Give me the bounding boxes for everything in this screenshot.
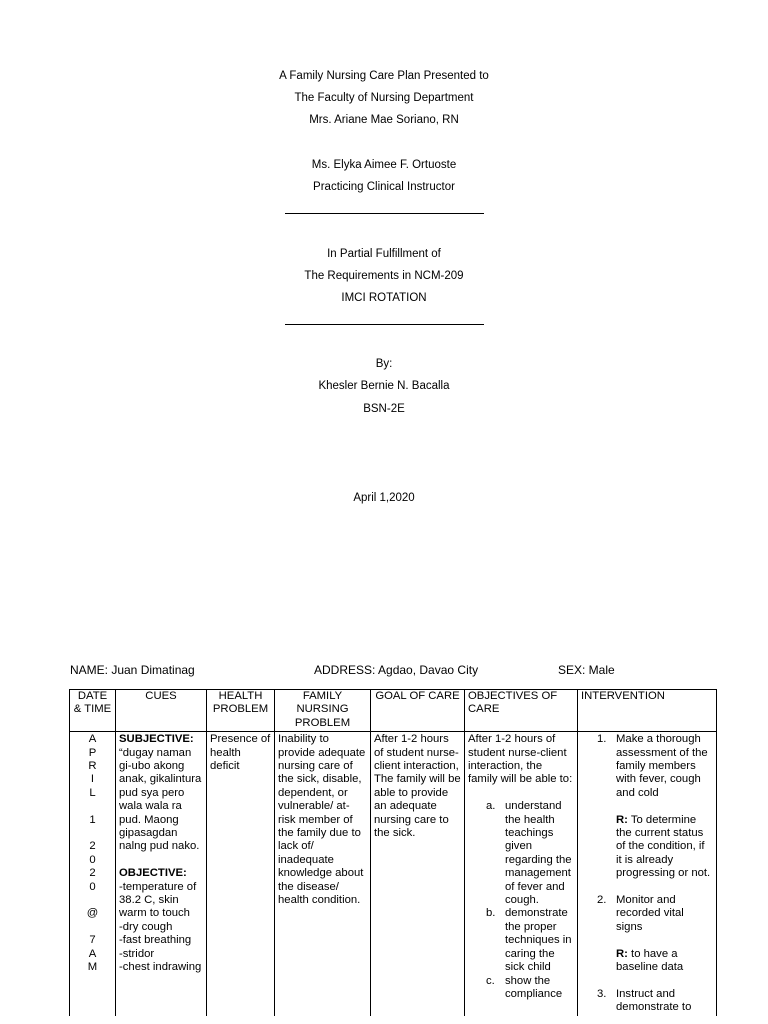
date-char: 7 xyxy=(89,934,96,947)
cues-cell xyxy=(116,732,207,1016)
objective-item: b. demonstrate the proper techniques in caring the sick child xyxy=(486,907,572,974)
date-char: 0 xyxy=(89,853,96,866)
date-char: 1 xyxy=(89,813,96,826)
date-char xyxy=(73,827,112,840)
header-intervention: INTERVENTION xyxy=(578,690,717,732)
date-char xyxy=(73,800,112,813)
date-char xyxy=(73,921,112,934)
objectives-list xyxy=(468,800,574,1001)
objective-line: -chest indrawing xyxy=(119,961,202,974)
cover-line-8: IMCI ROTATION xyxy=(341,292,427,304)
intervention-list xyxy=(581,733,713,1014)
objectives-intro: After 1-2 hours of student nurse-client interaction, the family will be able to: xyxy=(468,733,573,786)
objective-item: a. understand the health teachings given regarding the management of fever and cough. xyxy=(486,800,572,907)
table-row xyxy=(70,732,717,1016)
date-char xyxy=(73,894,112,907)
cover-line-5: Practicing Clinical Instructor xyxy=(313,181,455,193)
rationale-text: To determine the current status of the condition, if it is already progressing or not. xyxy=(616,813,711,880)
cover-line-6: In Partial Fulfillment of xyxy=(327,248,441,260)
intervention-item: 2. Monitor and recorded vital signs R: to have a baseline data xyxy=(597,894,684,974)
family-problem-cell: Inability to provide adequate nursing care of the sick, disable, dependent, or vulnerable/ at-risk member of the family due to lack of/ inadequate knowledge about the disease/ health condition. xyxy=(275,732,371,1016)
cover-line-1: A Family Nursing Care Plan Presented to xyxy=(279,70,489,82)
patient-sex: SEX: Male xyxy=(558,663,615,677)
rationale-text: to have a baseline data xyxy=(616,947,684,974)
rationale-label: R: xyxy=(616,947,628,960)
header-date-time: DATE & TIME xyxy=(70,690,116,732)
by-label: By: xyxy=(375,358,393,370)
intervention-cell xyxy=(578,732,717,1016)
objective-line: -temperature of 38.2 C, skin warm to touch xyxy=(119,880,197,920)
header-family-nursing-problem: FAMILY NURSING PROBLEM xyxy=(275,690,371,732)
divider-2 xyxy=(285,324,484,325)
header-goal-of-care: GOAL OF CARE xyxy=(371,690,465,732)
date-char: R xyxy=(88,760,97,773)
objective-line: -stridor xyxy=(119,947,155,960)
health-problem-cell: Presence of health deficit xyxy=(207,732,275,1016)
goal-cell: After 1-2 hours of student nurse-client interaction, The family will be able to provide an adequate nursing care to the sick. xyxy=(371,732,465,1016)
intervention-item: 3. Instruct and demonstrate to xyxy=(597,987,692,1014)
intervention-item: 1. Make a thorough assessment of the family members with fever, cough and cold R: To determine the current status of the condition, if it is already progressing or not. xyxy=(597,733,711,880)
cover-line-7: The Requirements in NCM-209 xyxy=(304,270,464,282)
date-char: M xyxy=(87,961,98,974)
objective-line: -dry cough xyxy=(119,920,173,933)
table-header-row xyxy=(70,690,717,732)
rationale-label: R: xyxy=(616,813,628,826)
date-char: I xyxy=(90,773,95,786)
date-cell xyxy=(70,732,116,1016)
care-plan-table xyxy=(69,689,717,1016)
header-health-problem: HEALTH PROBLEM xyxy=(207,690,275,732)
objective-item: c. show the compliance xyxy=(486,974,563,1000)
date-char: P xyxy=(88,746,97,759)
header-objectives-of-care: OBJECTIVES OF CARE xyxy=(465,690,578,732)
subjective-text: “dugay naman gi-ubo akong anak, gikalintura pud sya pero wala wala ra pud. Maong gipasagdan nalng pud nako. xyxy=(119,746,202,853)
date-char: A xyxy=(88,733,97,746)
cover-line-3: Mrs. Ariane Mae Soriano, RN xyxy=(309,114,459,126)
objectives-cell xyxy=(465,732,578,1016)
subjective-label: SUBJECTIVE: xyxy=(119,733,194,746)
cover-line-4: Ms. Elyka Aimee F. Ortuoste xyxy=(311,159,457,171)
date-char: 2 xyxy=(89,867,96,880)
date-char: 2 xyxy=(89,840,96,853)
date-char: @ xyxy=(86,907,99,920)
date-char: 0 xyxy=(89,880,96,893)
date-char: L xyxy=(89,786,96,799)
patient-address: ADDRESS: Agdao, Davao City xyxy=(314,663,479,677)
author-name: Khesler Bernie N. Bacalla xyxy=(318,380,450,392)
header-cues: CUES xyxy=(116,690,207,732)
objective-line: -fast breathing xyxy=(119,934,192,947)
objective-label: OBJECTIVE: xyxy=(119,867,187,880)
cover-line-2: The Faculty of Nursing Department xyxy=(294,92,474,104)
document-date: April 1,2020 xyxy=(353,492,415,504)
author-section: BSN-2E xyxy=(363,403,405,415)
date-char: A xyxy=(88,947,97,960)
divider-1 xyxy=(285,213,484,214)
patient-name: NAME: Juan Dimatinag xyxy=(70,663,195,677)
